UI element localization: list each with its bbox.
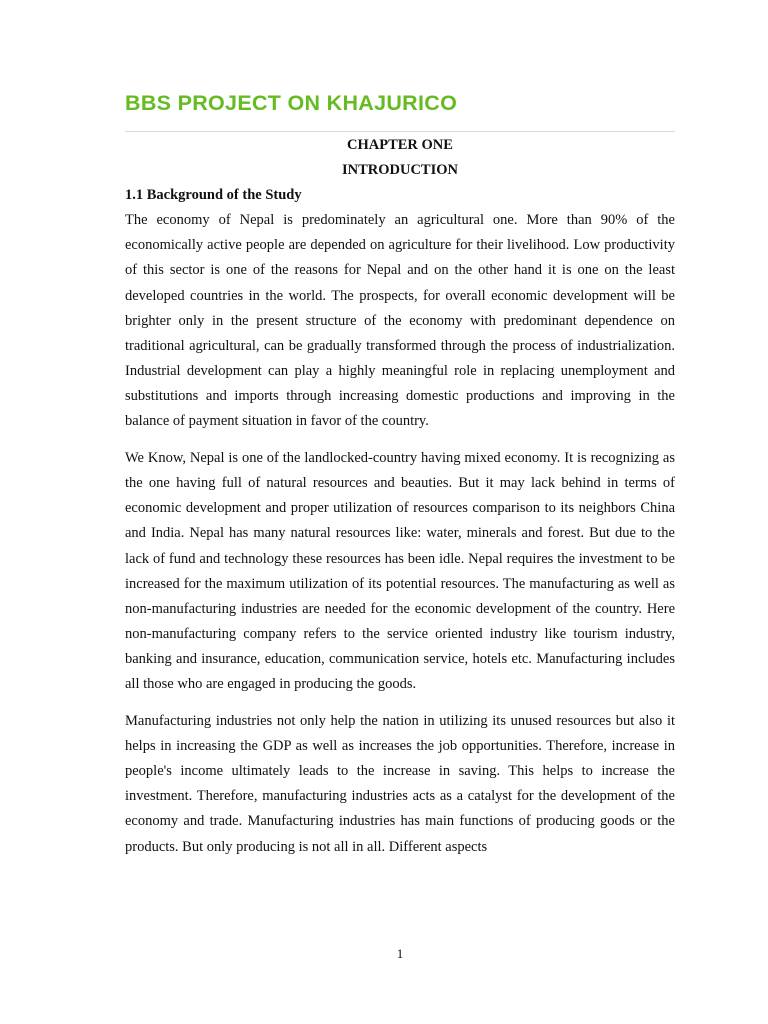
chapter-title: INTRODUCTION xyxy=(341,162,458,179)
page-number: 1 xyxy=(396,946,404,961)
title-divider xyxy=(125,131,675,132)
paragraph-2: We Know, Nepal is one of the landlocked-country having mixed economy. It is recognizing as the one having full of natural resources and beauties. But it may lack behind in terms of economic development and proper utilization of resources comparison to its neighbors China and India. Nepal has many natural resources like: water, minerals and forest. But due to the lack of fund and technology these resources has been idle. Nepal requires the investment to be increased for the maximum utilization of its potential resources. The manufacturing as well as non-manufacturing industries are needed for the economic development of the country. Here non-manufacturing company refers to the service oriented industry like tourism industry, banking and insurance, education, communication service, hotels etc. Manufacturing includes all those who are engaged in producing the goods. xyxy=(125,450,675,692)
document-title: BBS PROJECT ON KHAJURICO xyxy=(125,91,458,115)
page-content xyxy=(125,133,675,872)
paragraph-1: The economy of Nepal is predominately an agricultural one. More than 90% of the economically active people are depended on agriculture for their livelihood. Low productivity of this sector is one of the reasons for Nepal and on the other hand it is one on the least developed countries in the world. The prospects, for overall economic development will be brighter only in the present structure of the economy with predominant dependence on traditional agricultural, can be gradually transformed through the process of industrialization. Industrial development can play a highly meaningful role in replacing unemployment and substitutions and imports through increasing domestic productions and improving in the balance of payment situation in favor of the country. xyxy=(125,212,675,430)
paragraph-3: Manufacturing industries not only help the nation in utilizing its unused resources but also it helps in increasing the GDP as well as increases the job opportunities. Therefore, increase in people's income ultimately leads to the increase in saving. This helps to increase the investment. Therefore, manufacturing industries acts as a catalyst for the development of the economy and trade. Manufacturing industries has main functions of producing goods or the products. But only producing is not all in all. Different aspects xyxy=(125,713,675,855)
section-heading: 1.1 Background of the Study xyxy=(125,187,302,204)
chapter-label: CHAPTER ONE xyxy=(347,137,453,153)
